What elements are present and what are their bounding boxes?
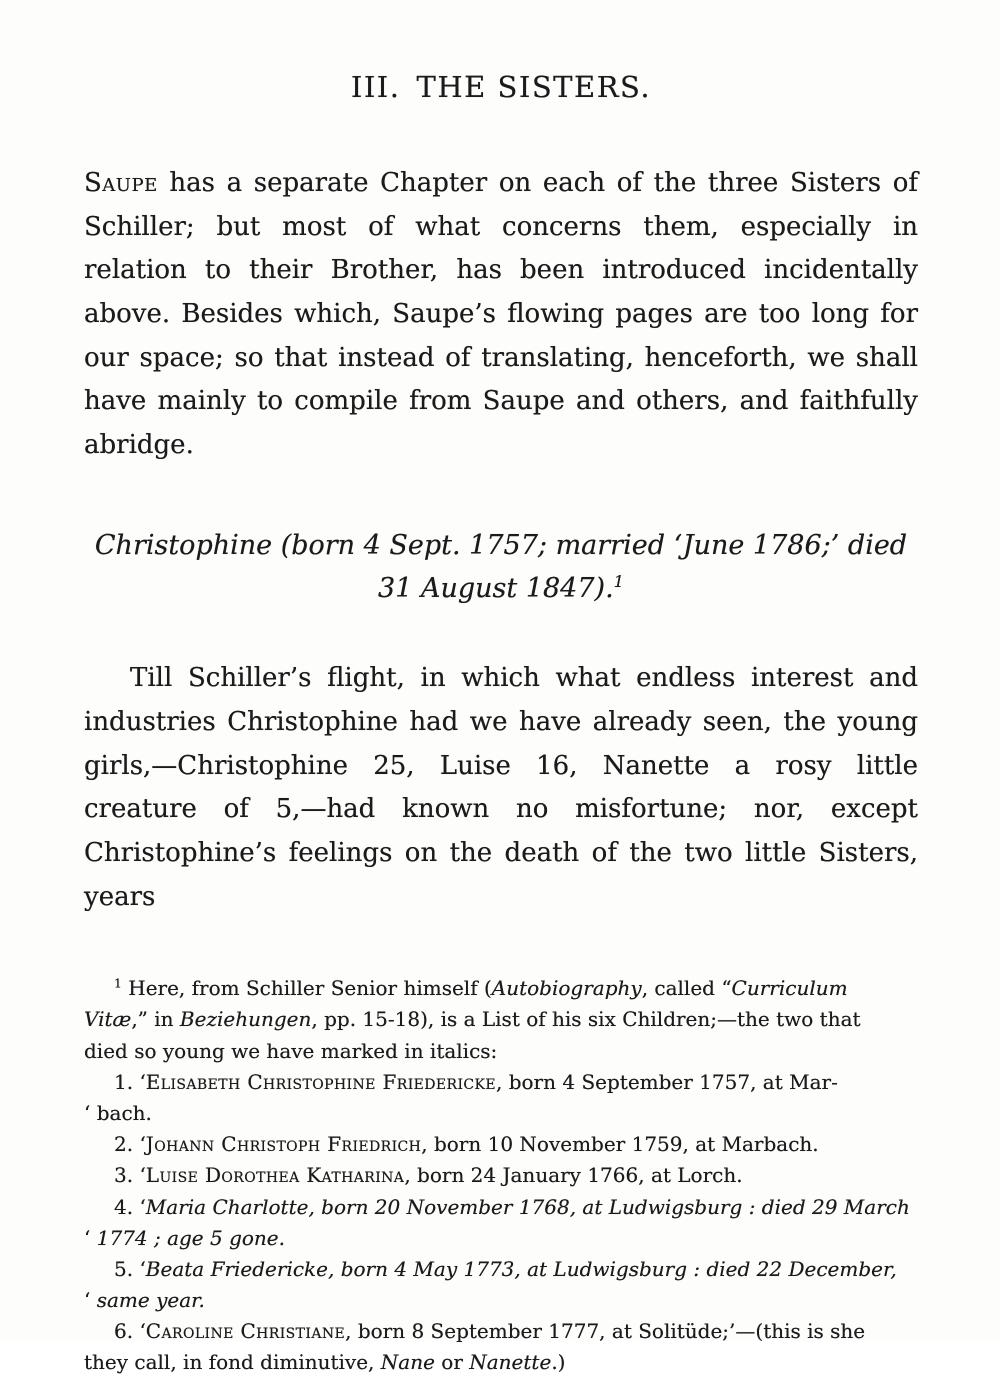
footnote-item-5: 5. ‘Beata Friedericke, born 4 May 1773, at Ludwigsburg : died 22 December, ‘ same year. (84, 1256, 897, 1313)
footnote-item-1: 1. ‘Elisabeth Christophine Friedericke, born 4 September 1757, at Mar- ‘ bach. (84, 1069, 838, 1125)
paragraph-intro-text: has a separate Chapter on each of the three Sisters of Schiller; but most of what concerns them, especially in relation to their Brother, has been introduced incidentally above. Besides which, Saupe’s flowing pages are too long for our space; so that instead of translating, henceforth, we shall have mainly to compile from Saupe and others, and faithfully abridge. (84, 168, 918, 461)
footnote-intro: $^1$ Here, from Schiller Senior himself (Autobiography, called “Curriculum Vitæ,” in Beziehungen, pp. 15-18), is a List of his six Children;—the two that died so young we have marked in italics: (84, 975, 861, 1063)
footnote-item-6: 6. ‘Caroline Christiane, born 8 September 1777, at Solitüde;’—(this is she they call, in fond diminutive, Nane or Nanette.) (84, 1319, 866, 1375)
footnote-item-3: 3. ‘Luise Dorothea Katharina, born 24 January 1766, at Lorch. (114, 1163, 743, 1188)
lead-small-caps-word: Saupe (84, 168, 158, 198)
footnote-item-2: 2. ‘Johann Christoph Friedrich, born 10 November 1759, at Marbach. (114, 1132, 819, 1157)
footnote-item-4: 4. ‘Maria Charlotte, born 20 November 1768, at Ludwigsburg : died 29 March ‘ 1774 ; age 5 gone. (84, 1194, 910, 1250)
section-heading (84, 524, 918, 611)
footnote-reference-mark: 1 (613, 572, 624, 592)
section-heading-text: Christophine (born 4 Sept. 1757; married ‘June 1786;’ died 31 August 1847). (94, 529, 908, 605)
paragraph-body: Till Schiller’s flight, in which what endless interest and industries Christophine had we have already seen, the young girls,—Christophine 25, Luise 16, Nanette a rosy little creature of 5,—had known no misfortune; nor, except Christophine’s feelings on the death of the two little Sisters, years (84, 663, 918, 912)
paragraph-intro (84, 162, 918, 468)
chapter-heading: III. THE SISTERS. (350, 70, 652, 104)
footnote-block (84, 973, 918, 1378)
